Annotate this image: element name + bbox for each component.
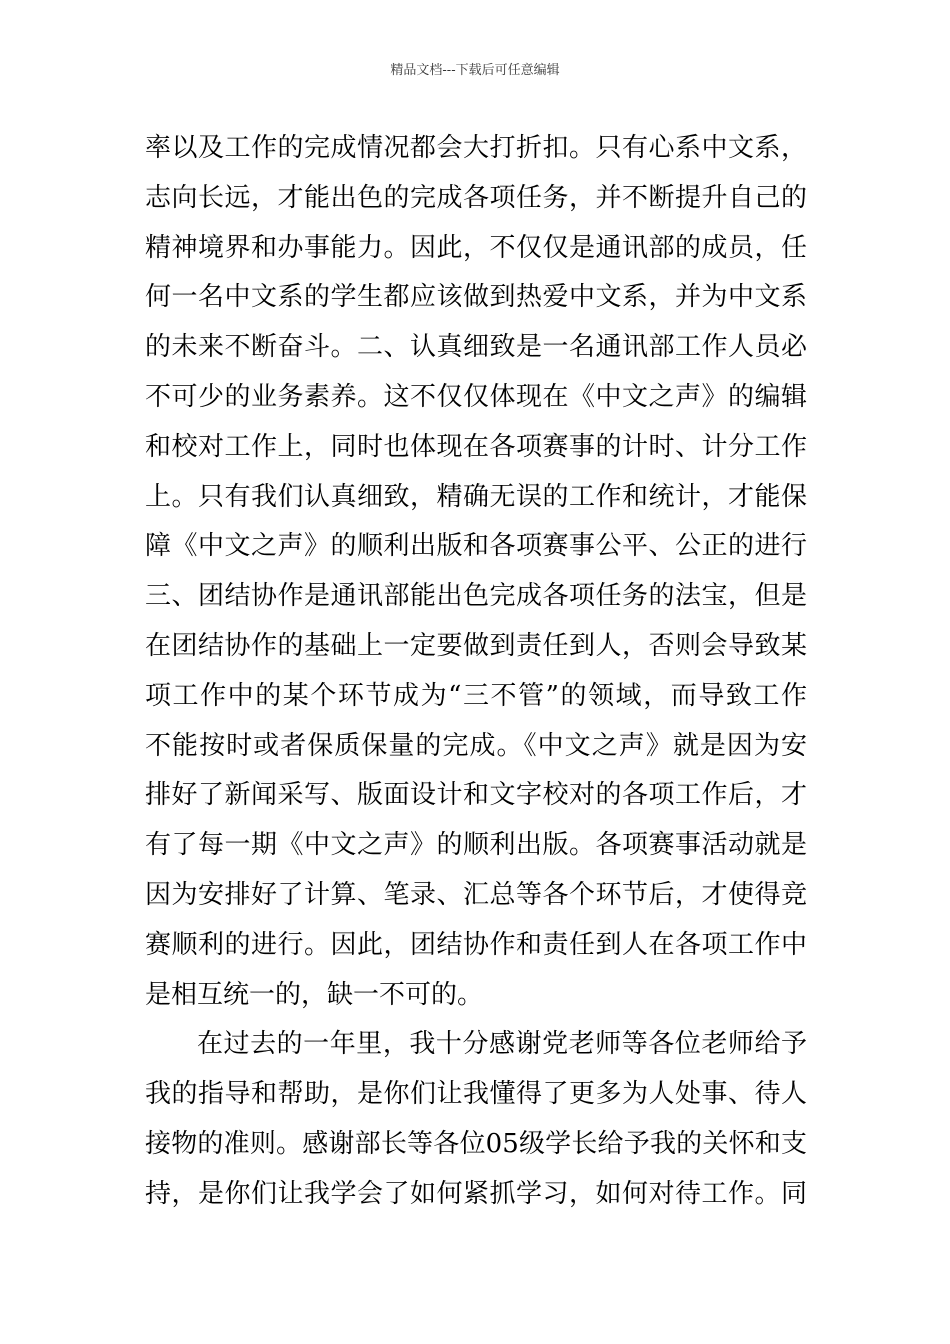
text-line: 我的指导和帮助，是你们让我懂得了更多为人处事、待人 [145, 1079, 807, 1110]
page-header: 精品文档---下载后可任意编辑 [390, 63, 560, 78]
text-line: 排好了新闻采写、版面设计和文字校对的各项工作后，才 [145, 780, 807, 811]
paragraph-2 [145, 1020, 807, 1219]
paragraph-1 [145, 124, 807, 1020]
text-line: 在团结协作的基础上一定要做到责任到人，否则会导致某 [145, 630, 807, 661]
text-line: 项工作中的某个环节成为“三不管”的领域，而导致工作 [145, 680, 807, 711]
text-line: 因为安排好了计算、笔录、汇总等各个环节后，才使得竞 [145, 879, 807, 910]
text-line: 赛顺利的进行。因此，团结协作和责任到人在各项工作中 [145, 929, 807, 960]
text-line: 不能按时或者保质保量的完成。《中文之声》就是因为安 [145, 730, 807, 761]
text-line: 不可少的业务素养。这不仅仅体现在《中文之声》的编辑 [145, 381, 807, 412]
text-line: 精神境界和办事能力。因此，不仅仅是通讯部的成员，任 [145, 232, 807, 263]
text-line: 和校对工作上，同时也体现在各项赛事的计时、计分工作 [145, 431, 807, 462]
text-line: 率以及工作的完成情况都会大打折扣。只有心系中文系， [145, 133, 807, 163]
text-line: 是相互统一的，缺一不可的。 [145, 979, 484, 1010]
text-line: 何一名中文系的学生都应该做到热爱中文系，并为中文系 [145, 282, 807, 313]
text-line: 有了每一期《中文之声》的顺利出版。各项赛事活动就是 [145, 830, 807, 861]
text-line: 三、团结协作是通讯部能出色完成各项任务的法宝，但是 [145, 581, 807, 612]
text-line: 在过去的一年里，我十分感谢党老师等各位老师给予 [197, 1029, 807, 1060]
body-text [145, 124, 807, 1220]
text-line: 志向长远，才能出色的完成各项任务，并不断提升自己的 [145, 182, 807, 213]
text-line: 接物的准则。感谢部长等各位05级学长给予我的关怀和支 [145, 1128, 807, 1159]
text-line: 上。只有我们认真细致，精确无误的工作和统计，才能保 [145, 481, 807, 512]
text-line: 持，是你们让我学会了如何紧抓学习，如何对待工作。同 [145, 1178, 807, 1209]
text-line: 障《中文之声》的顺利出版和各项赛事公平、公正的进行 [145, 531, 807, 562]
text-line: 的未来不断奋斗。二、认真细致是一名通讯部工作人员必 [145, 332, 807, 363]
